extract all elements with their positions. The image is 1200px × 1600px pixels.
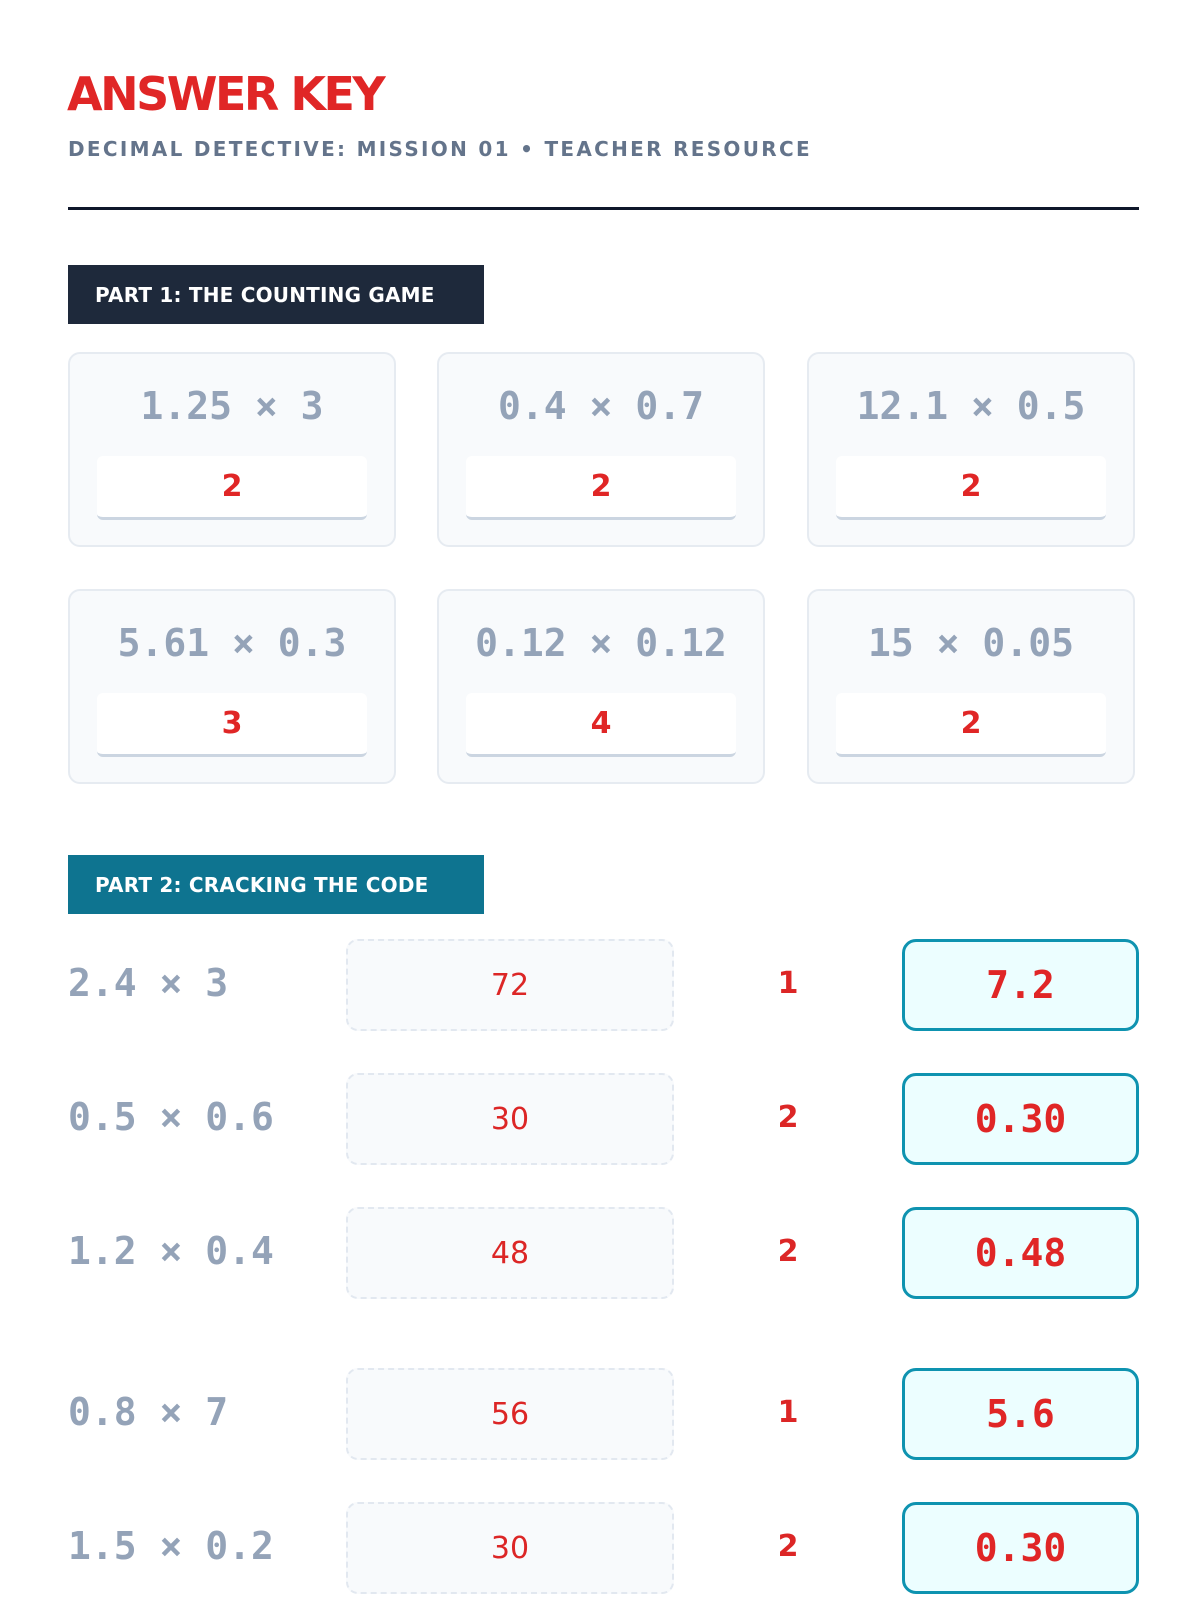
code-row-expression: 0.8 × 7 (68, 1390, 229, 1434)
counting-card (437, 352, 765, 547)
code-row-final-answer: 5.6 (902, 1368, 1139, 1460)
card-answer: 2 (836, 693, 1106, 757)
code-row-final-answer: 0.30 (902, 1073, 1139, 1165)
code-row-decimal-places: 1 (777, 1395, 799, 1430)
card-expression: 0.12 × 0.12 (475, 621, 727, 665)
card-expression: 5.61 × 0.3 (117, 621, 347, 665)
code-row-decimal-places: 2 (777, 1100, 799, 1135)
code-row-expression: 2.4 × 3 (68, 961, 229, 1005)
counting-card (807, 589, 1135, 784)
counting-card (68, 352, 396, 547)
card-expression: 12.1 × 0.5 (856, 384, 1086, 428)
code-row-final-answer: 7.2 (902, 939, 1139, 1031)
card-answer: 2 (97, 456, 367, 520)
page-subtitle: DECIMAL DETECTIVE: MISSION 01 • TEACHER RESOURCE (68, 137, 812, 161)
card-answer: 2 (466, 456, 736, 520)
code-row-product: 30 (346, 1502, 674, 1594)
code-row-decimal-places: 1 (777, 966, 799, 1001)
part1-heading: PART 1: THE COUNTING GAME (68, 265, 484, 324)
counting-card (437, 589, 765, 784)
code-row-product: 48 (346, 1207, 674, 1299)
card-answer: 2 (836, 456, 1106, 520)
card-answer: 3 (97, 693, 367, 757)
code-row-expression: 0.5 × 0.6 (68, 1095, 274, 1139)
page-title: ANSWER KEY (67, 67, 384, 121)
card-expression: 0.4 × 0.7 (498, 384, 704, 428)
code-row-product: 56 (346, 1368, 674, 1460)
card-expression: 1.25 × 3 (140, 384, 324, 428)
code-row-product: 30 (346, 1073, 674, 1165)
card-answer: 4 (466, 693, 736, 757)
counting-card (807, 352, 1135, 547)
code-row-expression: 1.2 × 0.4 (68, 1229, 274, 1273)
code-row-decimal-places: 2 (777, 1529, 799, 1564)
code-row-decimal-places: 2 (777, 1234, 799, 1269)
code-row-final-answer: 0.48 (902, 1207, 1139, 1299)
code-row-final-answer: 0.30 (902, 1502, 1139, 1594)
card-expression: 15 × 0.05 (868, 621, 1074, 665)
code-row-expression: 1.5 × 0.2 (68, 1524, 274, 1568)
part2-heading: PART 2: CRACKING THE CODE (68, 855, 484, 914)
code-row-product: 72 (346, 939, 674, 1031)
header-divider (68, 207, 1139, 210)
counting-card (68, 589, 396, 784)
